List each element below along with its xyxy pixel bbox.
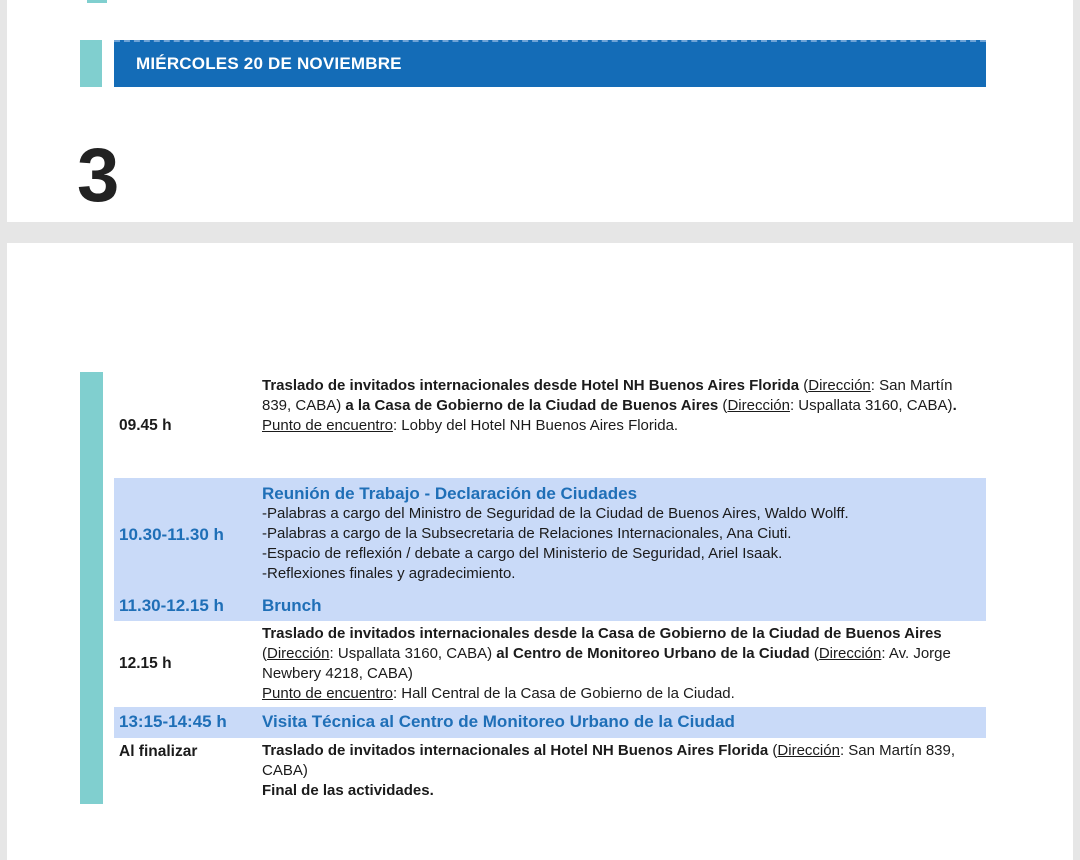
row-title: Visita Técnica al Centro de Monitoreo Urbano de la Ciudad xyxy=(262,712,735,731)
row-time: 11.30-12.15 h xyxy=(119,596,224,615)
row-time: 10.30-11.30 h xyxy=(119,525,224,544)
row-time: 13:15-14:45 h xyxy=(119,712,227,731)
row-title: Reunión de Trabajo - Declaración de Ciudades xyxy=(262,484,638,503)
list-item: -Palabras a cargo de la Subsecretaria de Relaciones Internacionales, Ana Ciuti. xyxy=(262,525,792,542)
list-item: -Espacio de reflexión / debate a cargo del Ministerio de Seguridad, Ariel Isaak. xyxy=(262,545,783,562)
schedule-row xyxy=(114,707,986,738)
list-item: -Palabras a cargo del Ministro de Seguridad de la Ciudad de Buenos Aires, Waldo Wolff. xyxy=(262,505,849,522)
row-description: Traslado de invitados internacionales al Hotel NH Buenos Aires Florida (Dirección: San Martín 839, CABA) Final de las actividades. xyxy=(262,742,956,799)
schedule-row xyxy=(114,590,986,621)
day-banner xyxy=(114,40,986,87)
schedule-row xyxy=(114,623,986,705)
row-description: Traslado de invitados internacionales desde la Casa de Gobierno de la Ciudad de Buenos Aires (Dirección: Uspallata 3160, CABA) al Centro de Monitoreo Urbano de la Ciudad (Dirección: Av. Jorge Newbery 4218, CABA) Punto de encuentro: Hall Central de la Casa de Gobierno de la Ciudad. xyxy=(262,625,951,702)
schedule-row xyxy=(114,740,986,804)
page-number: 3 xyxy=(77,133,120,218)
row-time: 09.45 h xyxy=(119,417,172,434)
teal-accent-tick xyxy=(87,0,107,3)
schedule-row xyxy=(114,478,986,590)
document-page-top xyxy=(7,0,1073,222)
meeting-point-label: Punto de encuentro xyxy=(262,685,393,702)
day-title: MIÉRCOLES 20 DE NOVIEMBRE xyxy=(136,54,402,73)
row-description: Traslado de invitados internacionales desde Hotel NH Buenos Aires Florida (Dirección: San Martín 839, CABA) a la Casa de Gobierno de la Ciudad de Buenos Aires (Dirección: Uspallata 3160, CABA). Punto de encuentro: Lobby del Hotel NH Buenos Aires Florida. xyxy=(262,377,957,434)
closing-note: Final de las actividades. xyxy=(262,782,434,799)
schedule-row xyxy=(114,374,986,458)
row-description xyxy=(262,484,980,584)
row-title: Brunch xyxy=(262,596,322,615)
row-time: Al finalizar xyxy=(119,743,198,760)
meeting-point-label: Punto de encuentro xyxy=(262,417,393,434)
row-time: 12.15 h xyxy=(119,655,172,672)
list-item: -Reflexiones finales y agradecimiento. xyxy=(262,565,516,582)
document-page-bottom xyxy=(7,243,1073,860)
teal-left-rail xyxy=(80,372,103,804)
teal-accent-block xyxy=(80,40,102,87)
